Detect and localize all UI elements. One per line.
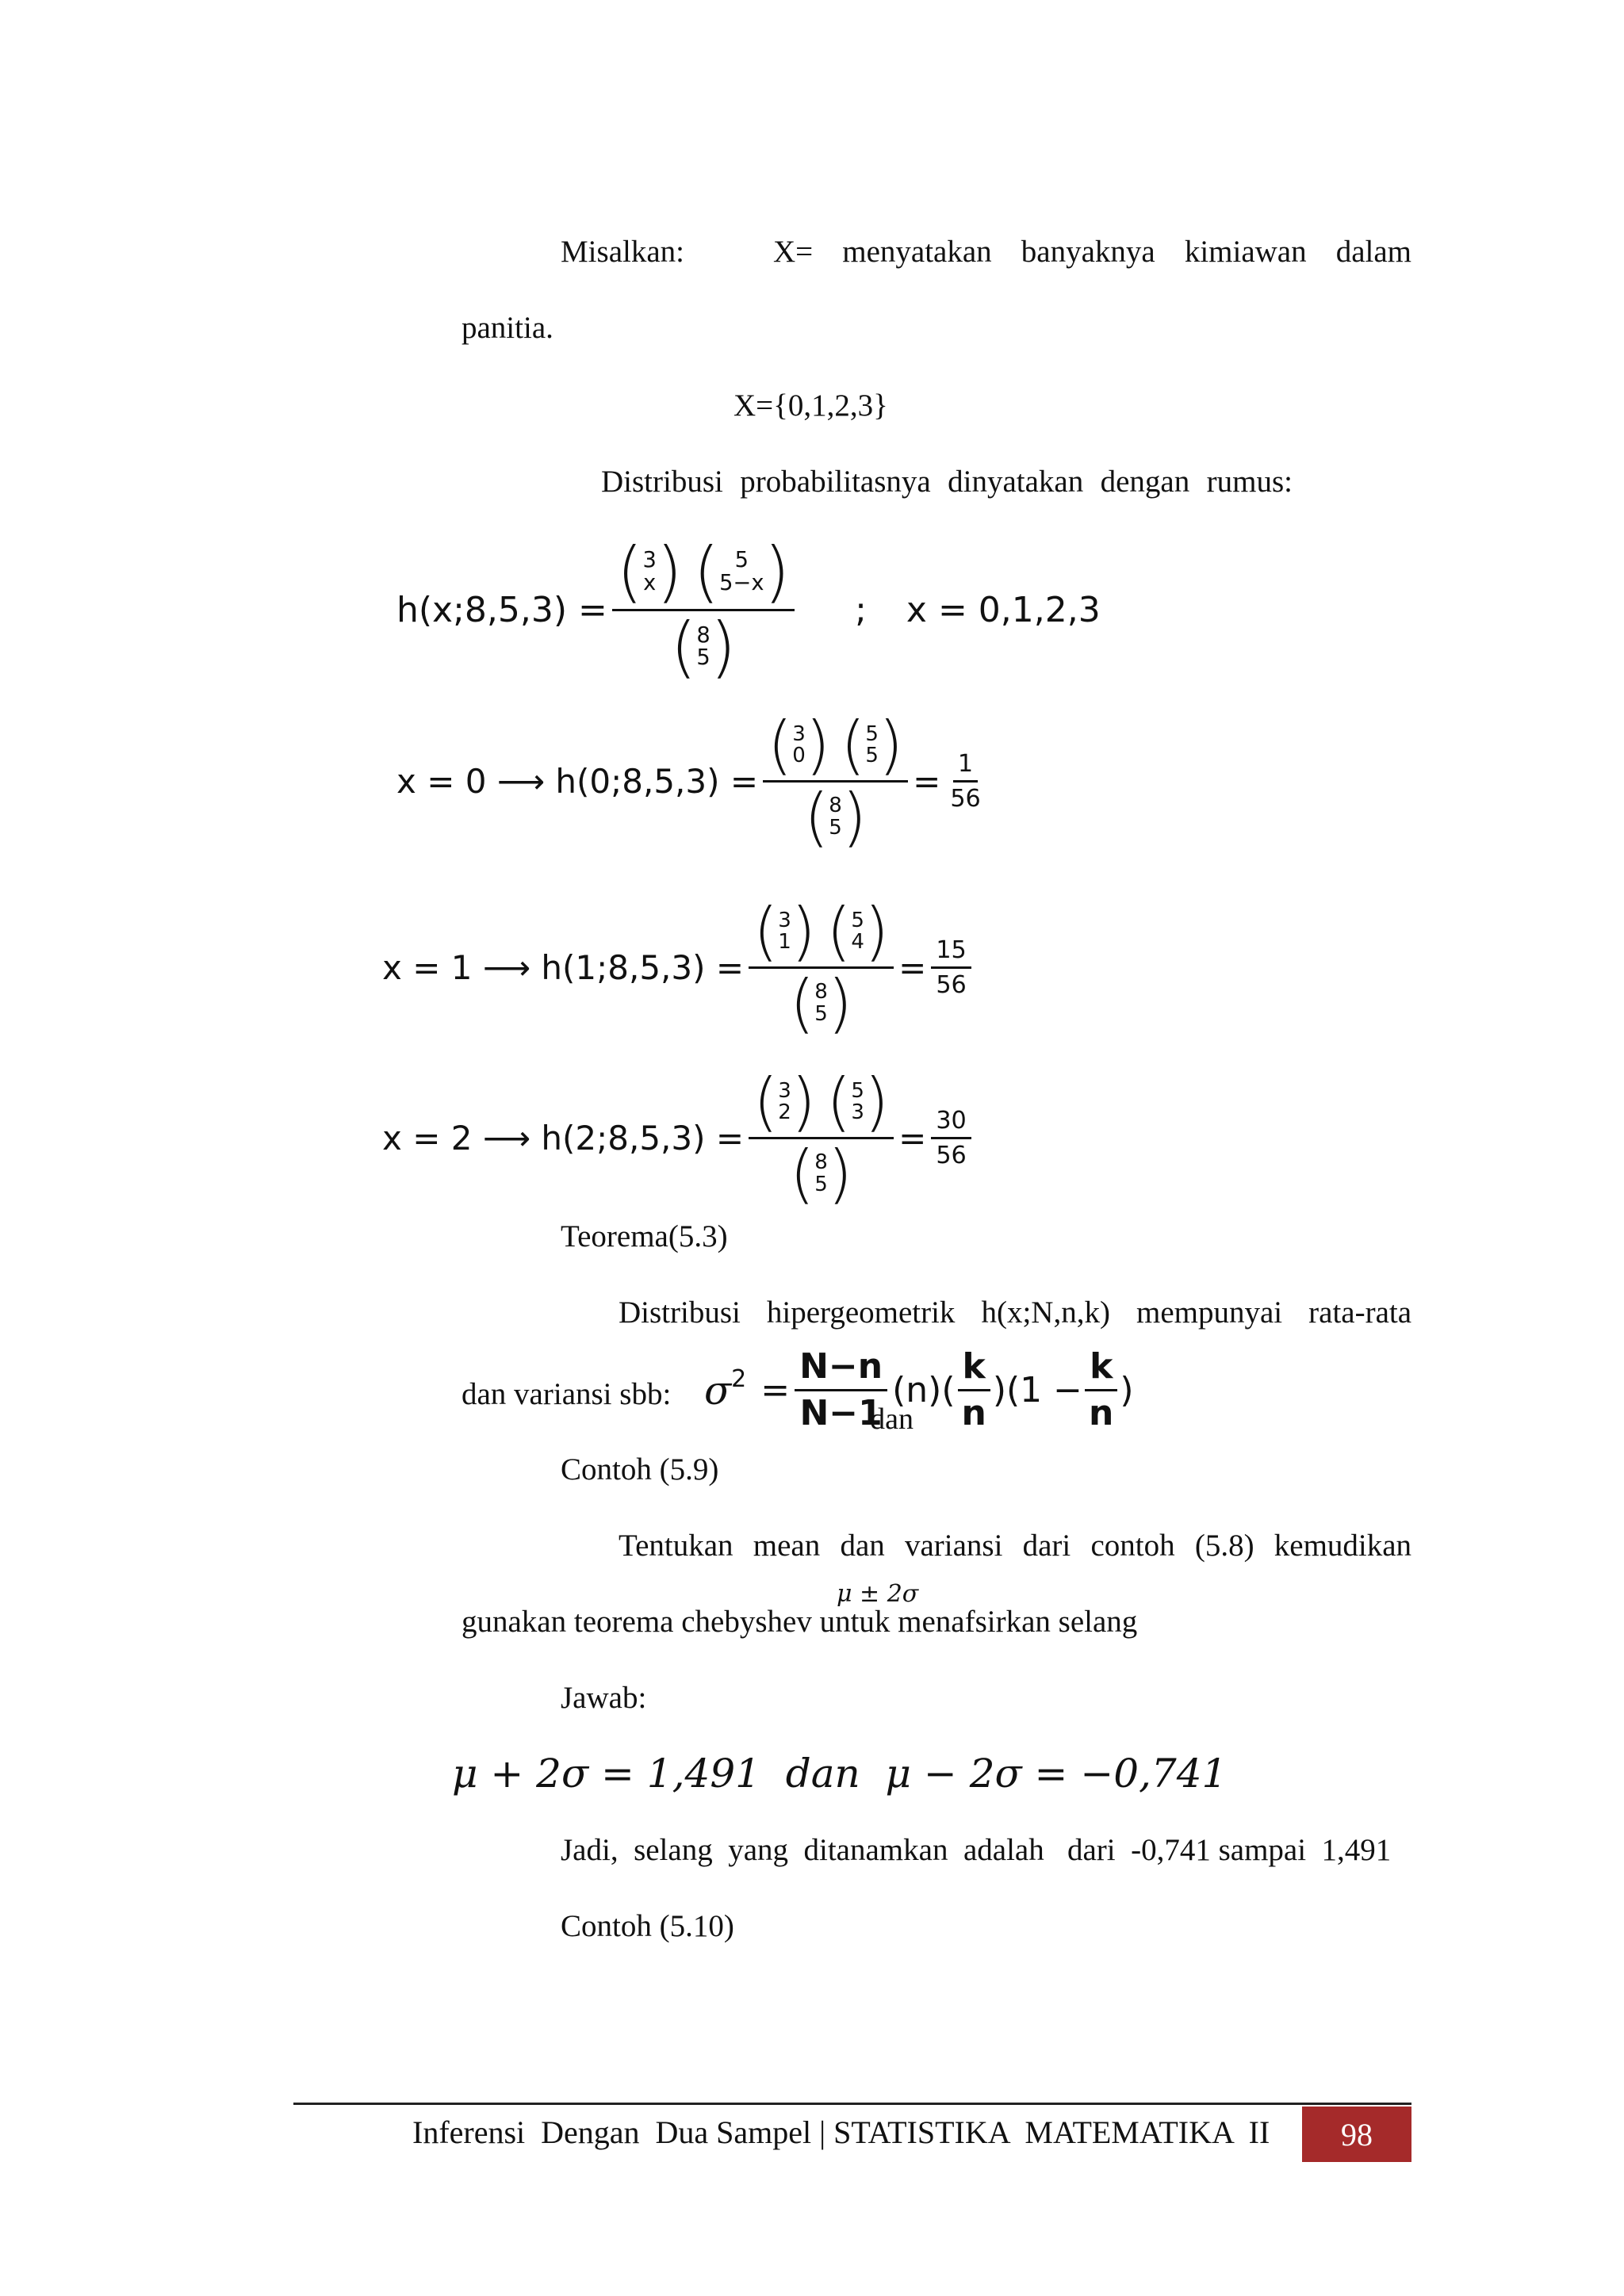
fraction-denominator — [785, 966, 857, 1040]
word: probabilitasnya — [740, 465, 931, 499]
result-fraction — [931, 937, 971, 999]
exponent: 2 — [731, 1365, 747, 1394]
x-set: X={0,1,2,3} — [733, 388, 888, 423]
binom: ( 3 1 ) — [753, 894, 816, 968]
word: menyatakan — [842, 235, 992, 269]
variance-formula — [704, 1346, 1134, 1436]
sigma-symbol: σ — [704, 1367, 732, 1414]
footer-rule — [293, 2103, 1411, 2105]
binom-3-x: ( 3 x ) — [616, 533, 683, 610]
overlapping-dan: dan — [870, 1402, 914, 1436]
word: kemudikan — [1274, 1529, 1412, 1563]
binom: ( 8 5 ) — [790, 966, 852, 1040]
n-fraction — [795, 1346, 914, 1436]
distribution-intro — [601, 465, 1293, 500]
formula-part: ) — [1120, 1370, 1134, 1411]
misalkan-continuation: panitia. — [462, 311, 553, 345]
footer-running-title: Inferensi Dengan Dua Sampel | STATISTIKA MATEMATIKA II — [412, 2114, 1270, 2150]
word: rumus: — [1206, 465, 1293, 499]
binom: ( 3 0 ) — [768, 708, 830, 782]
word: X= — [773, 235, 814, 269]
misalkan-sentence — [773, 235, 1411, 270]
fraction-numerator: N−n — [795, 1348, 887, 1391]
page-number: 98 — [1341, 2116, 1373, 2152]
contoh-5-10-heading: Contoh (5.10) — [561, 1909, 734, 1943]
result-denominator: 56 — [936, 970, 967, 999]
variansi-prefix: dan variansi sbb: — [462, 1377, 672, 1411]
teorema-sentence — [619, 1295, 1411, 1331]
binom: ( 5 3 ) — [826, 1065, 890, 1138]
binom-8-5: ( 8 5 ) — [670, 607, 737, 686]
word: dan — [840, 1529, 885, 1563]
binom: ( 3 2 ) — [753, 1065, 816, 1138]
word: mempunyai — [1136, 1295, 1283, 1330]
fraction-numerator: k — [958, 1348, 990, 1391]
teorema-heading: Teorema(5.3) — [561, 1219, 728, 1253]
result-numerator: 15 — [931, 937, 971, 969]
fraction-denominator — [785, 1136, 857, 1211]
k-over-n-fraction — [957, 1348, 991, 1433]
result-numerator: 1 — [953, 751, 978, 783]
result-fraction — [945, 751, 985, 813]
case-x1 — [382, 894, 976, 1040]
result-fraction — [931, 1108, 971, 1169]
word: contoh — [1090, 1529, 1175, 1563]
contoh-5-9-heading: Contoh (5.9) — [561, 1452, 719, 1487]
case-x2 — [382, 1065, 976, 1211]
fraction-denominator: n — [1089, 1393, 1114, 1434]
equals: = — [898, 947, 927, 987]
formula-part: )(1 − — [992, 1370, 1083, 1411]
word: kimiawan — [1184, 235, 1307, 269]
word: dinyatakan — [948, 465, 1084, 499]
binom: ( 5 5 ) — [841, 708, 904, 782]
fraction-numerator — [612, 533, 795, 611]
word: dari — [1022, 1529, 1071, 1563]
formula-separator: ; — [855, 589, 867, 630]
fraction-denominator: n — [961, 1393, 986, 1434]
word: banyaknya — [1021, 235, 1155, 269]
tentukan-sentence — [619, 1529, 1411, 1564]
jadi-sentence: Jadi, selang yang ditanamkan adalah dari -0,741 sampai 1,491 — [561, 1833, 1392, 1867]
fraction-denominator — [666, 607, 741, 686]
word: dengan — [1100, 465, 1190, 499]
word: Tentukan — [619, 1529, 733, 1563]
fraction-denominator — [799, 779, 871, 854]
word: (5.8) — [1194, 1529, 1254, 1563]
page-number-badge — [1302, 2107, 1411, 2162]
formula-part: (n)( — [892, 1370, 956, 1411]
fraction-numerator — [749, 1065, 894, 1139]
case-lhs: x = 1 ⟶ h(1;8,5,3) = — [382, 947, 745, 987]
k-over-n-fraction — [1084, 1348, 1118, 1433]
fraction-numerator — [749, 894, 894, 969]
mu-pm-2sigma-label: μ ± 2σ — [837, 1580, 919, 1608]
jawab-heading: Jawab: — [561, 1681, 647, 1715]
binom: ( 8 5 ) — [804, 779, 867, 854]
equals: = — [913, 761, 941, 801]
binom: ( 8 5 ) — [790, 1136, 852, 1211]
formula-fraction — [612, 533, 795, 686]
formula-domain: x = 0,1,2,3 — [906, 589, 1101, 630]
binom: ( 5 4 ) — [826, 894, 890, 968]
gunakan-sentence: gunakan teorema chebyshev untuk menafsirkan selang — [462, 1605, 1138, 1639]
case-fraction — [763, 708, 908, 854]
misalkan-label: Misalkan: — [561, 235, 684, 269]
equals: = — [898, 1118, 927, 1158]
fraction-numerator: k — [1085, 1348, 1117, 1391]
word: Distribusi — [619, 1295, 741, 1330]
result-equation: μ + 2σ = 1,491 dan μ − 2σ = −0,741 — [452, 1751, 1228, 1797]
binom-5-5-x: ( 5 5−x ) — [693, 533, 791, 610]
case-fraction — [749, 1065, 894, 1211]
equals: = — [760, 1370, 791, 1411]
case-fraction — [749, 894, 894, 1040]
result-numerator: 30 — [931, 1108, 971, 1139]
case-lhs: x = 2 ⟶ h(2;8,5,3) = — [382, 1118, 745, 1158]
result-denominator: 56 — [950, 784, 981, 813]
case-lhs: x = 0 ⟶ h(0;8,5,3) = — [396, 761, 759, 801]
formula-lhs: h(x;8,5,3) = — [396, 589, 607, 630]
fraction-denominator: N−1 — [799, 1393, 883, 1434]
word: dalam — [1335, 235, 1411, 269]
word: h(x;N,n,k) — [981, 1295, 1110, 1330]
fraction-numerator — [763, 708, 908, 783]
word: mean — [753, 1529, 821, 1563]
hypergeometric-formula — [396, 533, 1101, 686]
word: rata-rata — [1308, 1295, 1412, 1330]
word: hipergeometrik — [766, 1295, 956, 1330]
word: Distribusi — [601, 465, 723, 499]
word: variansi — [904, 1529, 1003, 1563]
result-denominator: 56 — [936, 1141, 967, 1169]
case-x0 — [396, 708, 990, 854]
